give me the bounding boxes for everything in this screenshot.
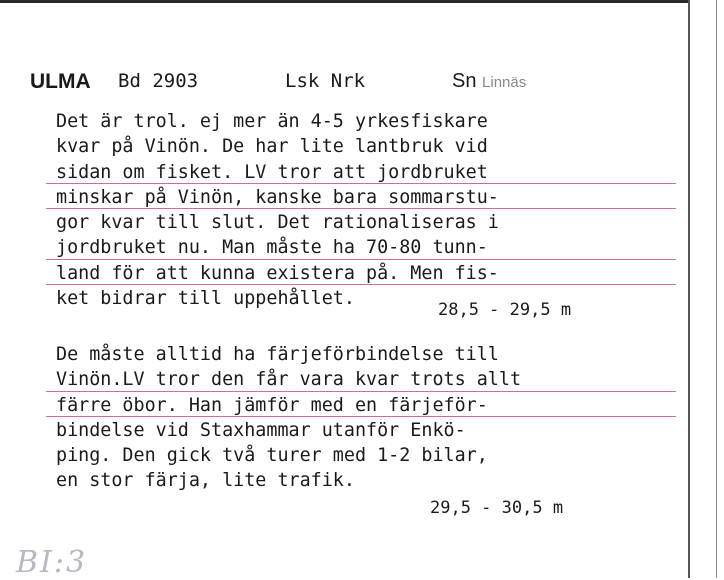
text-line: land för att kunna existera på. Men fis- bbox=[56, 261, 676, 286]
text-line: sidan om fisket. LV tror att jordbruket bbox=[56, 160, 676, 185]
text-line: kvar på Vinön. De har lite lantbruk vid bbox=[56, 136, 488, 158]
text-line: ket bidrar till uppehållet. bbox=[56, 288, 355, 310]
text-line: gor kvar till slut. Det rationaliseras i bbox=[56, 212, 499, 234]
header-parish-value: Linnäs bbox=[482, 74, 527, 91]
depth-measure-2: 29,5 - 30,5 m bbox=[430, 498, 564, 518]
text-line: Det är trol. ej mer än 4-5 yrkesfiskare bbox=[56, 111, 488, 132]
header-region: Lsk Nrk bbox=[285, 70, 366, 92]
top-border bbox=[0, 0, 690, 3]
card-right-edge bbox=[688, 0, 690, 578]
text-line: färre öbor. Han jämför med en färjeför- bbox=[56, 393, 676, 418]
text-line: jordbruket nu. Man måste ha 70-80 tunn- bbox=[56, 235, 676, 260]
text-line: en stor färja, lite trafik. bbox=[56, 470, 355, 492]
header-volume: Bd 2903 bbox=[118, 70, 199, 92]
header-parish-label: Sn bbox=[452, 70, 477, 92]
text-line: ping. Den gick två turer med 1-2 bilar, bbox=[56, 445, 488, 467]
text-line: minskar på Vinön, kanske bara sommarstu- bbox=[56, 185, 676, 210]
header-parish bbox=[452, 70, 526, 93]
paragraph-2 bbox=[56, 342, 676, 494]
text-line: bindelse vid Staxhammar utanför Enkö- bbox=[56, 419, 466, 441]
text-line: Vinön.LV tror den får vara kvar trots allt bbox=[56, 367, 676, 392]
paragraph-1 bbox=[56, 109, 676, 311]
archive-mark: BI:3 bbox=[16, 545, 88, 580]
header-ulma: ULMA bbox=[30, 70, 91, 93]
depth-measure-1: 28,5 - 29,5 m bbox=[438, 300, 572, 320]
card-outer-edge bbox=[716, 0, 717, 578]
text-line: De måste alltid ha färjeförbindelse till bbox=[56, 344, 499, 365]
